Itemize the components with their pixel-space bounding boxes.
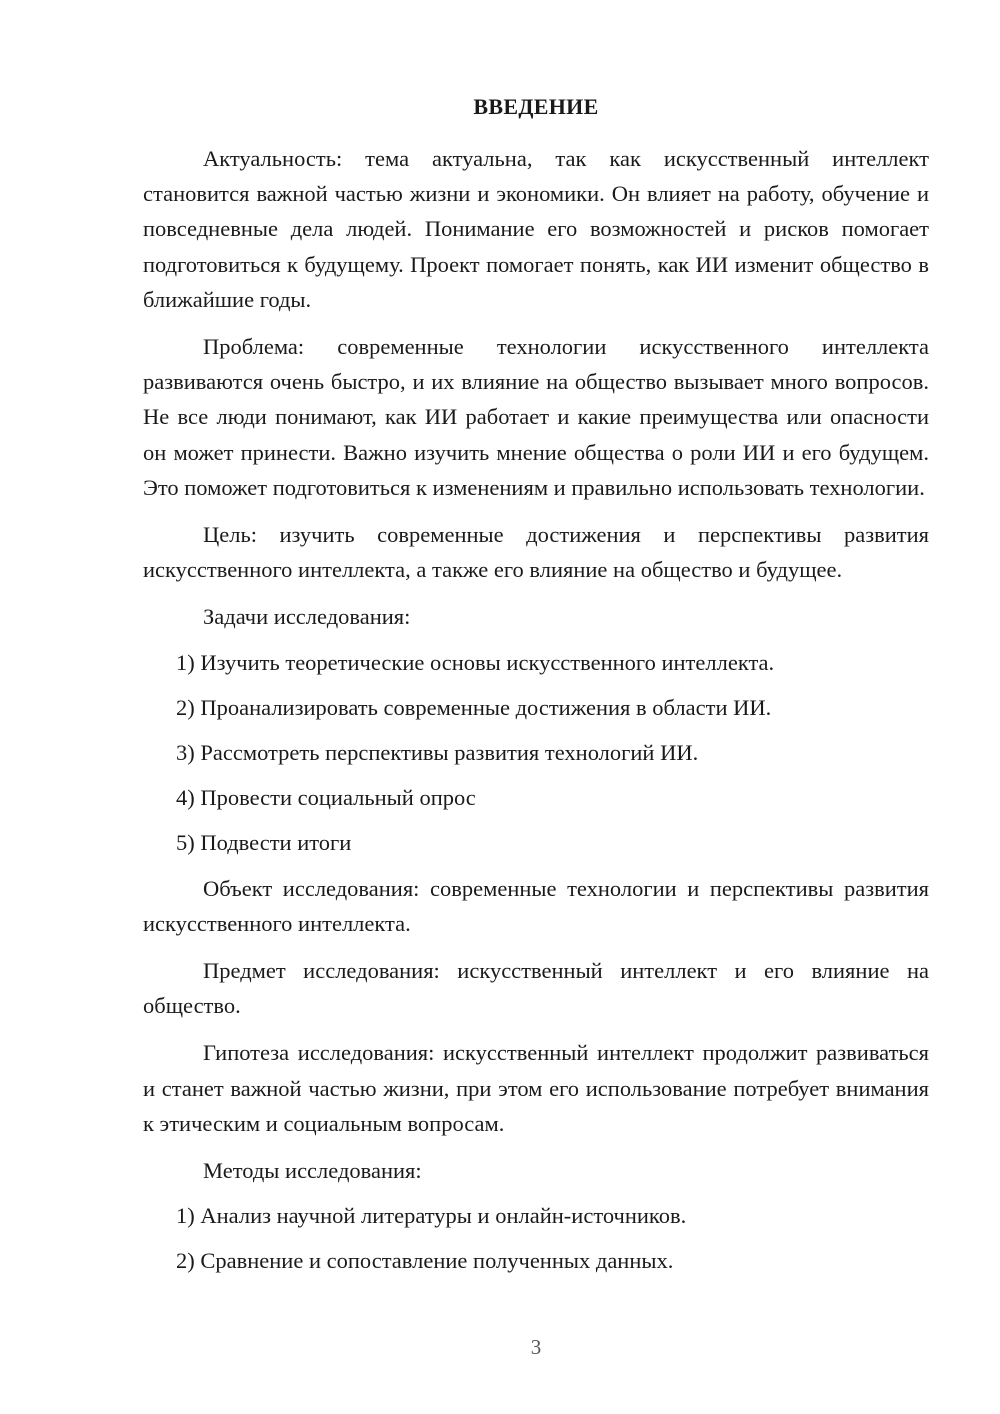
hypothesis-paragraph: Гипотеза исследования: искусственный интеллект продолжит развиваться и станет важной частью жизни, при этом его использование потребует внимания к этическим и социальным вопросам.	[143, 1040, 929, 1136]
task-item: 1) Изучить теоретические основы искусственного интеллекта.	[176, 649, 775, 675]
goal-paragraph: Цель: изучить современные достижения и перспективы развития искусственного интеллекта, а также его влияние на общество и будущее.	[143, 522, 929, 583]
object-paragraph: Объект исследования: современные технологии и перспективы развития искусственного интеллекта.	[143, 875, 929, 936]
task-item: 3) Рассмотреть перспективы развития технологий ИИ.	[176, 740, 699, 766]
page-number: 3	[530, 1335, 542, 1359]
method-item: 1) Анализ научной литературы и онлайн-источников.	[176, 1203, 687, 1229]
methods-label: Методы исследования:	[203, 1158, 422, 1184]
page-content	[143, 141, 929, 1289]
task-item: 5) Подвести итоги	[176, 830, 352, 856]
relevance-paragraph: Актуальность: тема актуальна, так как искусственный интеллект становится важной частью жизни и экономики. Он влияет на работу, обучение и повседневные дела людей. Понимание его возможностей и рисков помогает подготовиться к будущему. Проект помогает понять, как ИИ изменит общество в ближайшие годы.	[143, 146, 929, 312]
tasks-label: Задачи исследования:	[203, 604, 411, 630]
task-item: 2) Проанализировать современные достижения в области ИИ.	[176, 694, 772, 720]
methods-list	[143, 1198, 929, 1278]
tasks-list	[143, 645, 929, 861]
subject-paragraph: Предмет исследования: искусственный интеллект и его влияние на общество.	[143, 958, 929, 1019]
task-item: 4) Провести социальный опрос	[176, 785, 476, 811]
method-item: 2) Сравнение и сопоставление полученных данных.	[176, 1248, 674, 1274]
problem-paragraph: Проблема: современные технологии искусственного интеллекта развиваются очень быстро, и их влияние на общество вызывает много вопросов. Не все люди понимают, как ИИ работает и какие преимущества или опасности он может принести. Важно изучить мнение общества о роли ИИ и его будущем. Это поможет подготовиться к изменениям и правильно использовать технологии.	[143, 334, 929, 500]
section-heading: ВВЕДЕНИЕ	[473, 94, 599, 119]
